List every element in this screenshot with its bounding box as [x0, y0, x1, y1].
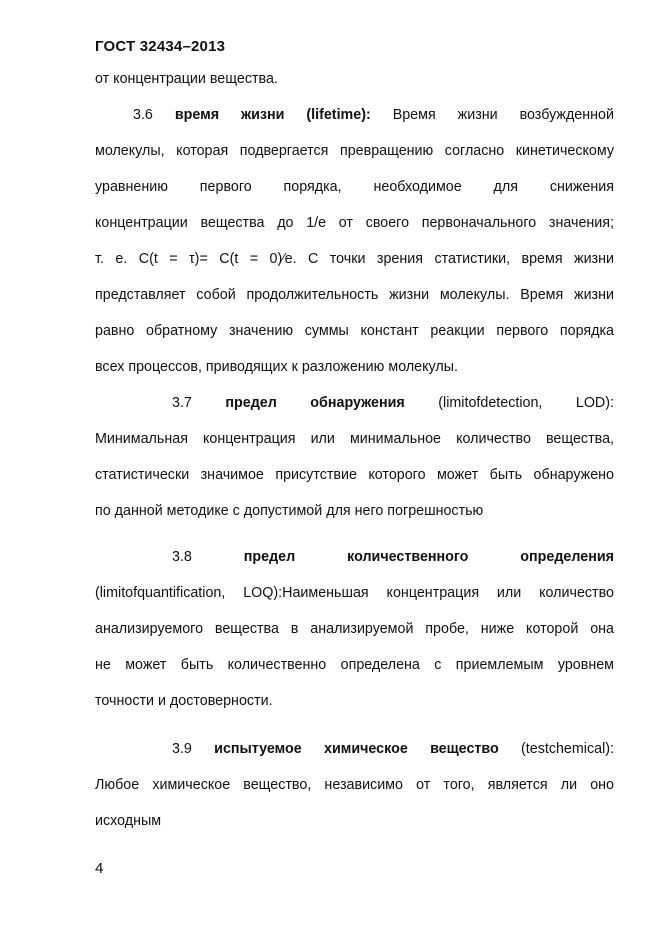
page-number: 4: [95, 860, 104, 877]
line-text: (limitofdetection, LOD):: [438, 395, 614, 411]
text-line: [95, 430, 614, 448]
term-title: предел обнаружения: [225, 395, 405, 411]
term-line-3-7: [172, 394, 614, 412]
line-text: равно обратному значению суммы констант реакции первого порядка: [95, 323, 614, 339]
line-text: молекулы, которая подвергается превращению согласно кинетическому: [95, 143, 614, 159]
text-line: [95, 70, 614, 88]
text-line: [95, 178, 614, 196]
text-line: [95, 656, 614, 674]
line-text: не может быть количественно определена с приемлемым уровнем: [95, 657, 614, 673]
term-line-3-9: [172, 740, 614, 758]
line-text: статистически значимое присутствие которого может быть обнаружено: [95, 467, 614, 483]
line-text: точности и достоверности.: [95, 693, 273, 709]
text-line: [95, 584, 614, 602]
line-text: Минимальная концентрация или минимальное количество вещества,: [95, 431, 614, 447]
text-line: [95, 620, 614, 638]
text-line: [95, 692, 614, 710]
line-text: концентрации вещества до 1/е от своего первоначального значения;: [95, 215, 614, 231]
text-line: [95, 812, 614, 830]
clause-number: 3.7: [172, 395, 192, 411]
line-text: (limitofquantification, LOQ):Наименьшая концентрация или количество: [95, 585, 614, 601]
line-text: от концентрации вещества.: [95, 71, 278, 87]
clause-number: 3.9: [172, 741, 192, 757]
text-line: [95, 358, 614, 376]
clause-number: 3.6: [133, 107, 153, 123]
term-title: предел количественного определения: [243, 549, 614, 565]
line-text: уравнению первого порядка, необходимое для снижения: [95, 179, 614, 195]
line-text: (testchemical):: [521, 741, 614, 757]
line-text: Время жизни возбужденной: [392, 107, 614, 123]
line-text: представляет собой продолжительность жизни молекулы. Время жизни: [95, 287, 614, 303]
page-header-title: ГОСТ 32434–2013: [95, 38, 226, 55]
line-text: анализируемого вещества в анализируемой пробе, ниже которой она: [95, 621, 614, 637]
text-line: [95, 286, 614, 304]
line-text: исходным: [95, 813, 162, 829]
text-line: [95, 142, 614, 160]
term-title: испытуемое химическое вещество: [214, 741, 499, 757]
term-line-3-6: [133, 106, 614, 124]
term-title: время жизни (lifetime):: [174, 107, 371, 123]
line-text: по данной методике с допустимой для него погрешностью: [95, 503, 484, 519]
line-text: т. е. C(t = τ)= C(t = 0)⁄е. С точки зрения статистики, время жизни: [95, 251, 614, 267]
line-text: Любое химическое вещество, независимо от того, является ли оно: [95, 777, 614, 793]
text-line: [95, 214, 614, 232]
line-text: всех процессов, приводящих к разложению молекулы.: [95, 359, 458, 375]
text-line: [95, 322, 614, 340]
text-line: [95, 776, 614, 794]
formula-line: [95, 250, 614, 268]
term-line-3-8: [172, 548, 614, 566]
text-line: [95, 502, 614, 520]
clause-number: 3.8: [172, 549, 192, 565]
text-line: [95, 466, 614, 484]
